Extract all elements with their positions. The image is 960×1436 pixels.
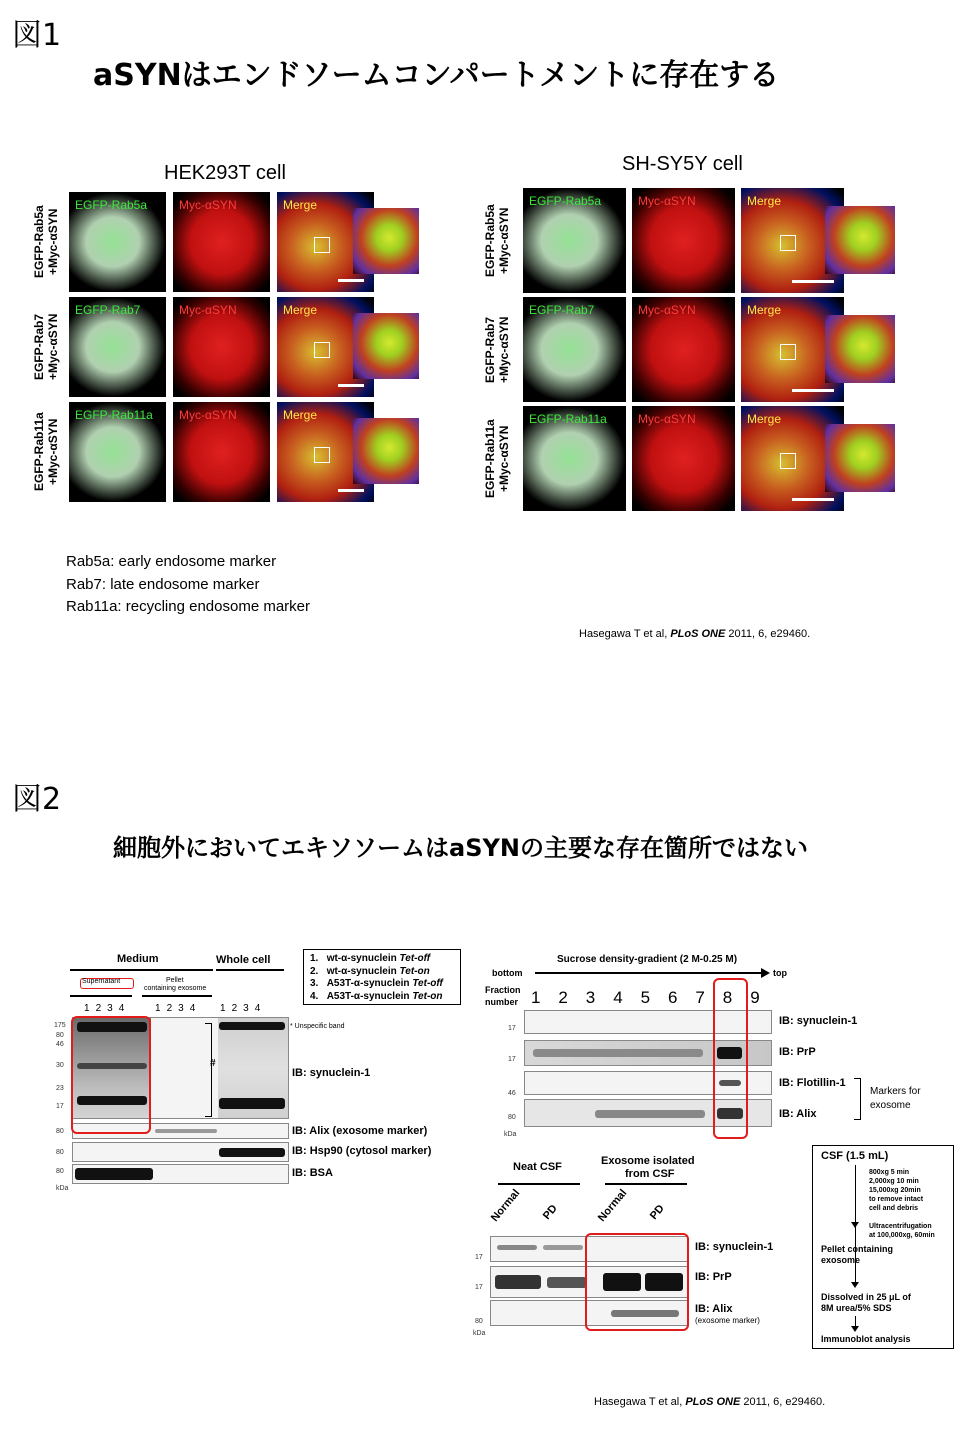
red-channel-label: Myc-αSYN: [638, 194, 696, 208]
mw-23: 23: [56, 1085, 64, 1092]
fraction-label-2: number: [485, 997, 519, 1007]
red-channel-image: [632, 406, 735, 511]
arrow-down-icon: [851, 1282, 859, 1288]
green-channel-image: [523, 188, 626, 293]
red-channel-label: Myc-αSYN: [179, 198, 237, 212]
green-channel-label: EGFP-Rab7: [75, 303, 141, 317]
row-label: EGFP-Rab7 +Myc-αSYN: [32, 313, 60, 381]
note-rab11a: Rab11a: recycling endosome marker: [66, 598, 311, 615]
csf-kda: kDa: [473, 1330, 486, 1337]
mw-80-bsa: 80: [56, 1168, 64, 1175]
green-channel-image: [523, 297, 626, 402]
fraction-number: 9: [750, 988, 760, 1007]
merge-channel-label: Merge: [283, 303, 318, 317]
ib-csf-prp: IB: PrP: [695, 1271, 732, 1283]
scale-bar: [338, 279, 364, 282]
mw-80-hsp90: 80: [56, 1149, 64, 1156]
mw-30: 30: [56, 1062, 64, 1069]
green-channel-label: EGFP-Rab7: [529, 303, 595, 317]
mw-46: 46: [56, 1041, 64, 1048]
whole-cell-header: Whole cell: [216, 954, 271, 966]
lanes-supernatant: 1234: [84, 1003, 131, 1014]
zoom-inset-image: [353, 313, 419, 379]
zoom-inset-image: [353, 208, 419, 274]
markers-label: Markers for: [870, 1086, 921, 1097]
endosome-notes: [66, 551, 310, 619]
red-channel-image: [173, 402, 270, 502]
arrow-right-icon: [761, 968, 770, 978]
cell-medium-blot-figure: [50, 945, 470, 1205]
scale-bar: [792, 498, 834, 501]
red-channel-label: Myc-αSYN: [179, 303, 237, 317]
kda-left: kDa: [56, 1185, 69, 1192]
highlight-supernatant: [71, 1016, 151, 1134]
gradient-top: top: [773, 968, 787, 978]
figure-1-citation: Hasegawa T et al, PLoS ONE 2011, 6, e29460.: [579, 628, 811, 640]
highlight-exosome-lanes: [585, 1233, 689, 1331]
mw-80: 80: [56, 1032, 64, 1039]
grad-mw-80: 80: [508, 1114, 516, 1121]
hek-title: HEK293T cell: [164, 162, 286, 184]
green-channel-label: EGFP-Rab11a: [75, 408, 153, 422]
unspecific-band-note: * Unspecific band: [290, 1023, 345, 1030]
fraction-number: 2: [558, 988, 568, 1007]
figure-2-label: 図2: [12, 782, 62, 817]
row-label: EGFP-Rab11a +Myc-αSYN: [32, 412, 60, 492]
scale-bar: [792, 280, 834, 283]
pellet-label: Pellet: [166, 977, 184, 984]
ib-gradient-flotillin: IB: Flotillin-1: [779, 1077, 846, 1089]
gradient-bottom: bottom: [492, 968, 523, 978]
lane-pd-exo: PD: [647, 1202, 667, 1222]
exosome-header: Exosome isolated: [601, 1155, 695, 1167]
mw-175: 175: [54, 1022, 66, 1029]
scale-bar: [792, 389, 834, 392]
construct-legend: [303, 949, 461, 1005]
merge-channel-label: Merge: [283, 198, 318, 212]
green-channel-image: [69, 402, 166, 502]
green-channel-label: EGFP-Rab11a: [529, 412, 607, 426]
zoom-inset-image: [353, 418, 419, 484]
ib-alix-left: IB: Alix (exosome marker): [292, 1125, 428, 1137]
arrow-down-icon: [851, 1222, 859, 1228]
ib-bsa: IB: BSA: [292, 1167, 333, 1179]
red-channel-image: [632, 297, 735, 402]
red-channel-label: Myc-αSYN: [638, 412, 696, 426]
fraction-number: 6: [668, 988, 678, 1007]
zoom-inset-image: [825, 315, 895, 383]
legend-item-1: 1. wt-α-synuclein Tet-off: [310, 953, 431, 964]
green-channel-image: [69, 192, 166, 292]
zoom-inset-image: [825, 424, 895, 492]
fraction-number: 7: [695, 988, 705, 1007]
alix-exosome-note: (exosome marker): [695, 1316, 760, 1325]
legend-item-3: 3. A53T-α-synuclein Tet-off: [310, 978, 443, 989]
note-rab5a: Rab5a: early endosome marker: [66, 553, 277, 570]
green-channel-image: [69, 297, 166, 397]
ib-gradient-synuclein: IB: synuclein-1: [779, 1015, 858, 1027]
grad-mw-46: 46: [508, 1090, 516, 1097]
figure-1-label: 図1: [12, 18, 62, 53]
grad-mw-17b: 17: [508, 1056, 516, 1063]
markers-label-2: exosome: [870, 1100, 911, 1111]
merge-channel-label: Merge: [747, 194, 782, 208]
fraction-number: 3: [585, 988, 596, 1007]
supernatant-label: Supernatant: [82, 978, 121, 985]
note-rab7: Rab7: late endosome marker: [66, 575, 260, 593]
csf-mw-17a: 17: [475, 1254, 483, 1261]
csf-mw-80: 80: [475, 1318, 483, 1325]
fraction-number: 5: [640, 988, 651, 1007]
merge-channel-label: Merge: [747, 303, 782, 317]
ib-hsp90: IB: Hsp90 (cytosol marker): [292, 1145, 432, 1157]
mw-80-alix: 80: [56, 1128, 64, 1135]
exosome-header-2: from CSF: [625, 1168, 675, 1180]
bsa-blot: [72, 1164, 289, 1184]
figure-1-title: aSYNはエンドソームコンパートメントに存在する: [93, 58, 780, 93]
medium-header: Medium: [117, 953, 159, 965]
arrow-down-icon: [851, 1326, 859, 1332]
fraction-number: 1: [531, 988, 541, 1007]
csf-mw-17b: 17: [475, 1284, 483, 1291]
pellet-sub-label: containing exosome: [144, 985, 207, 992]
legend-item-2: 2. wt-α-synuclein Tet-on: [310, 965, 430, 977]
row-label: EGFP-Rab11a +Myc-αSYN: [483, 419, 511, 498]
lane-normal-neat: Normal: [488, 1187, 523, 1224]
flow-title: CSF (1.5 mL): [821, 1150, 889, 1162]
scale-bar: [338, 384, 364, 387]
journal-name: PLoS ONE: [670, 628, 726, 640]
ib-csf-synuclein: IB: synuclein-1: [695, 1241, 774, 1253]
pellet-step: Pellet containing exosome: [821, 1244, 894, 1265]
ib-gradient-prp: IB: PrP: [779, 1046, 816, 1058]
red-channel-image: [632, 188, 735, 293]
red-channel-image: [173, 192, 270, 292]
ib-csf-alix: IB: Alix: [695, 1303, 733, 1315]
centrifuge-steps: 800xg 5 min 2,000xg 10 min 15,000xg 20min to remove intact cell and debris: [869, 1169, 924, 1212]
figure-2-title: 細胞外においてエキソソームはaSYNの主要な存在箇所ではない: [113, 834, 808, 862]
scale-bar: [338, 489, 364, 492]
hash-mark: #: [210, 1058, 216, 1069]
csf-protocol-flowchart: [812, 1145, 954, 1349]
zoom-inset-image: [825, 206, 895, 274]
dissolve-step: Dissolved in 25 μL of 8M urea/5% SDS: [821, 1292, 911, 1313]
green-channel-label: EGFP-Rab5a: [75, 198, 148, 212]
neat-csf-header: Neat CSF: [513, 1161, 562, 1173]
green-channel-label: EGFP-Rab5a: [529, 194, 602, 208]
lanes-pellet: 1234: [155, 1003, 202, 1014]
row-label: EGFP-Rab5a +Myc-αSYN: [483, 204, 511, 277]
ib-gradient-alix: IB: Alix: [779, 1108, 817, 1120]
grad-mw-17a: 17: [508, 1025, 516, 1032]
fraction-label: Fraction: [485, 985, 521, 995]
figure-2-citation: Hasegawa T et al, PLoS ONE 2011, 6, e29460.: [594, 1396, 826, 1408]
red-channel-image: [173, 297, 270, 397]
journal-name: PLoS ONE: [685, 1396, 741, 1408]
gradient-title: Sucrose density-gradient (2 M-0.25 M): [557, 954, 738, 965]
fraction-number: 8: [722, 988, 733, 1007]
red-channel-label: Myc-αSYN: [179, 408, 237, 422]
immunoblot-step: Immunoblot analysis: [821, 1334, 911, 1344]
highlight-fraction-8: [713, 978, 748, 1139]
hsp90-blot: [72, 1142, 289, 1162]
ib-synuclein-1-left: IB: synuclein-1: [292, 1067, 371, 1079]
red-channel-label: Myc-αSYN: [638, 303, 696, 317]
lanes-whole-cell: 1234: [220, 1003, 267, 1014]
lane-pd-neat: PD: [540, 1202, 560, 1222]
green-channel-image: [523, 406, 626, 511]
grad-kda: kDa: [504, 1131, 517, 1138]
sh-title: SH-SY5Y cell: [622, 153, 743, 175]
csf-blot-figure: [470, 1150, 800, 1340]
fraction-number: 4: [613, 988, 623, 1007]
merge-channel-label: Merge: [747, 412, 782, 426]
lane-normal-exo: Normal: [595, 1187, 630, 1224]
ultracentrifugation-step: Ultracentrifugation at 100,000xg, 60min: [869, 1223, 935, 1239]
row-label: EGFP-Rab7 +Myc-αSYN: [483, 316, 511, 383]
merge-channel-label: Merge: [283, 408, 318, 422]
mw-17: 17: [56, 1103, 64, 1110]
row-label: EGFP-Rab5a +Myc-αSYN: [32, 205, 60, 279]
legend-item-4: 4. A53T-α-synuclein Tet-on: [310, 990, 443, 1002]
sucrose-gradient-figure: [480, 950, 940, 1140]
